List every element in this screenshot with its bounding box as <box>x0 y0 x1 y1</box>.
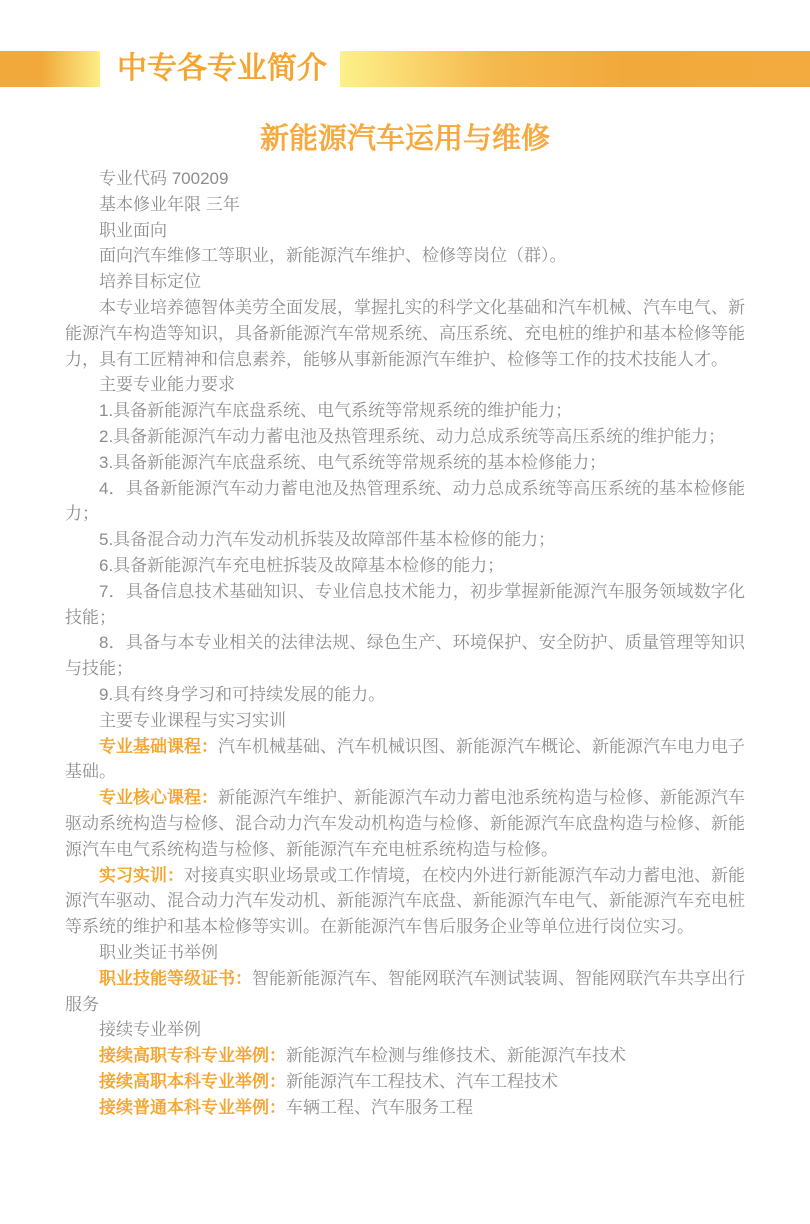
para-continuing-vocational-college <box>65 1043 745 1069</box>
paragraph-text: 主要专业课程与实习实训 <box>99 710 286 730</box>
paragraph-label: 专业核心课程： <box>99 788 218 808</box>
paragraph-text: 9.具有终身学习和可持续发展的能力。 <box>99 684 386 704</box>
paragraph-text: 接续专业举例 <box>99 1020 201 1040</box>
paragraph-text: 基本修业年限 三年 <box>99 194 240 214</box>
para-skill-certificates <box>65 966 745 1018</box>
paragraph-text: 新能源汽车维护、新能源汽车动力蓄电池系统构造与检修、新能源汽车驱动系统构造与检修、混合动力汽车发动机构造与检修、新能源汽车底盘构造与检修、新能源汽车电气系统构造与检修、新能源汽车充电桩系统构造与检修。 <box>65 788 745 859</box>
paragraph-text: 面向汽车维修工等职业，新能源汽车维护、检修等岗位（群）。 <box>99 246 567 266</box>
field-study-period <box>65 192 745 218</box>
ability-item-5 <box>65 527 745 553</box>
paragraph-text: 本专业培养德智体美劳全面发展，掌握扎实的科学文化基础和汽车机械、汽车电气、新能源汽车构造等知识，具备新能源汽车常规系统、高压系统、充电桩的维护和基本检修等能力，具有工匠精神和信息素养，能够从事新能源汽车维护、检修等工作的技术技能人才。 <box>65 297 745 369</box>
para-internship <box>65 863 745 940</box>
paragraph-label: 职业技能等级证书： <box>99 968 252 988</box>
ability-item-8 <box>65 630 745 682</box>
doc-title: 新能源汽车运用与维修 <box>259 123 550 155</box>
paragraph-text: 4．具备新能源汽车动力蓄电池及热管理系统、动力总成系统等高压系统的基本检修能力； <box>65 478 745 524</box>
paragraph-text: 新能源汽车检测与维修技术、新能源汽车技术 <box>286 1046 626 1066</box>
ability-item-2 <box>65 424 745 450</box>
para-training-objective <box>65 295 745 372</box>
paragraph-text: 对接真实职业场景或工作情境，在校内外进行新能源汽车动力蓄电池、新能源汽车驱动、混合动力汽车发动机、新能源汽车底盘、新能源汽车电气、新能源汽车充电桩等系统的维护和基本检修等实训。在新能源汽车售后服务企业等单位进行岗位实习。 <box>65 865 745 937</box>
ability-item-1 <box>65 398 745 424</box>
heading-courses <box>65 708 745 734</box>
paragraph-label: 接续高职专科专业举例： <box>99 1046 286 1066</box>
banner-gradient-bar-right <box>340 51 810 87</box>
ability-item-9 <box>65 682 745 708</box>
ability-item-6 <box>65 553 745 579</box>
ability-item-4 <box>65 476 745 528</box>
paragraph-text: 车辆工程、汽车服务工程 <box>286 1097 473 1117</box>
banner-title: 中专各专业简介 <box>117 52 327 85</box>
paragraph-text: 智能新能源汽车、智能网联汽车测试装调、智能网联汽车共享出行服务 <box>65 968 745 1014</box>
paragraph-text: 新能源汽车工程技术、汽车工程技术 <box>286 1071 558 1091</box>
field-major-code <box>65 166 745 192</box>
para-core-courses <box>65 785 745 862</box>
paragraph-label: 专业基础课程： <box>99 736 218 756</box>
paragraph-text: 1.具备新能源汽车底盘系统、电气系统等常规系统的维护能力； <box>99 401 573 421</box>
paragraph-text: 职业面向 <box>99 220 167 240</box>
heading-continuing-majors <box>65 1017 745 1043</box>
paragraph-text: 主要专业能力要求 <box>99 375 235 395</box>
paragraph-text: 5.具备混合动力汽车发动机拆装及故障部件基本检修的能力； <box>99 530 556 550</box>
paragraph-text: 8．具备与本专业相关的法律法规、绿色生产、环境保护、安全防护、质量管理等知识与技能； <box>65 633 745 679</box>
para-continuing-vocational-bachelor <box>65 1069 745 1095</box>
para-continuing-general-bachelor <box>65 1095 745 1121</box>
heading-career-orientation <box>65 218 745 244</box>
paragraph-text: 汽车机械基础、汽车机械识图、新能源汽车概论、新能源汽车电力电子基础。 <box>65 736 745 782</box>
heading-training-objective <box>65 269 745 295</box>
para-basic-courses <box>65 734 745 786</box>
para-career-orientation <box>65 243 745 269</box>
paragraph-text: 3.具备新能源汽车底盘系统、电气系统等常规系统的基本检修能力； <box>99 452 607 472</box>
ability-item-3 <box>65 450 745 476</box>
paragraph-label: 接续普通本科专业举例： <box>99 1097 286 1117</box>
paragraph-text: 培养目标定位 <box>99 272 201 292</box>
heading-certificates <box>65 940 745 966</box>
paragraph-label: 接续高职本科专业举例： <box>99 1071 286 1091</box>
paragraph-label: 实习实训： <box>99 865 184 885</box>
paragraph-text: 7．具备信息技术基础知识、专业信息技术能力，初步掌握新能源汽车服务领域数字化技能； <box>65 581 745 627</box>
banner-gradient-bar-left <box>0 51 100 87</box>
paragraph-text: 专业代码 700209 <box>99 169 229 188</box>
document-body <box>65 166 745 1120</box>
paragraph-text: 2.具备新能源汽车动力蓄电池及热管理系统、动力总成系统等高压系统的维护能力； <box>99 426 726 446</box>
heading-ability-requirements <box>65 372 745 398</box>
paragraph-text: 职业类证书举例 <box>99 942 218 962</box>
section-banner <box>0 51 810 87</box>
paragraph-text: 6.具备新能源汽车充电桩拆装及故障基本检修的能力； <box>99 555 505 575</box>
ability-item-7 <box>65 579 745 631</box>
